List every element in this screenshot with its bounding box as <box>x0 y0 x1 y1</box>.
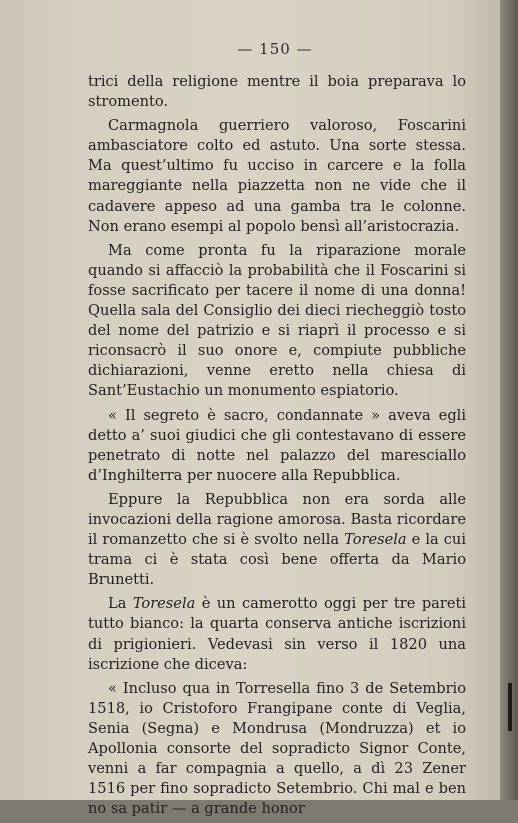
paragraph <box>88 241 466 402</box>
scan-edge-mark <box>508 683 512 731</box>
paragraph-text: « Il segreto è sacro, condannate » aveva egli detto a’ suoi giudici che gli contestavano di essere penetrato di notte nel palazzo del maresciallo d’Inghilterra per nuocere alla Repubblica. <box>88 406 466 484</box>
paragraph <box>88 72 466 112</box>
paragraph-text: Eppure la Repubblica non era sorda alle invocazioni della ragione amorosa. Basta ricordare il romanzetto che si è svolto nella <box>88 490 466 549</box>
italic-place-name: Toresela <box>132 595 196 613</box>
paragraph-text: « Incluso qua in Torresella fino 3 de Setembrio 1518, io Cristoforo Frangipane conte di Veglia, Senia (Segna) e Mondrusa (Mondruzza) et io Apollonia consorte del sopradicto Signor Conte, venni a far compagnia a quello, a dì 23 Zener 1516 per fino sopradicto Setembrio. Chi mal e ben no sa patir — a grande honor <box>88 679 466 818</box>
page-number: — 150 — <box>237 40 313 58</box>
paragraph-text: trici della religione mentre il boia preparava lo stromento. <box>88 73 466 111</box>
paragraph <box>88 116 466 237</box>
paragraph <box>88 490 466 590</box>
paragraph <box>88 406 466 486</box>
paragraph-text: La <box>108 595 133 613</box>
body-text <box>88 72 466 823</box>
paragraph-text: è un camerotto oggi per tre pareti tutto bianco: la quarta conserva antiche iscrizioni di prigionieri. Vedevasi sin verso il 1820 una iscrizione che diceva: <box>88 595 467 673</box>
paragraph <box>88 679 466 820</box>
paragraph-text: Ma come pronta fu la riparazione morale quando si affacciò la probabilità che il Foscarini si fosse sacrificato per tacere il nome di una donna! Quella sala del Consiglio dei dieci riecheggiò tosto del nome del patrizio e si riaprì il processo e si riconsacrò il suo onore e, compiute pubbliche dichiarazioni, venne eretto nella chiesa di Sant’Eustachio un monumento espiatorio. <box>88 241 466 400</box>
paragraph <box>88 594 466 674</box>
paragraph-text: Carmagnola guerriero valoroso, Foscarini ambasciatore colto ed astuto. Una sorte stessa. Ma quest’ultimo fu ucciso in carcere e la folla mareggiante nella piazzetta non ne vide che il cadavere appeso ad una gamba tra le colonne. Non erano esempi al popolo bensì all’aristocrazia. <box>88 117 466 235</box>
italic-place-name: Toresela <box>344 531 407 549</box>
page-edge-shadow <box>500 0 518 800</box>
paragraph-text: e la cui trama ci è stata così bene offerta da Mario Brunetti. <box>88 531 466 589</box>
